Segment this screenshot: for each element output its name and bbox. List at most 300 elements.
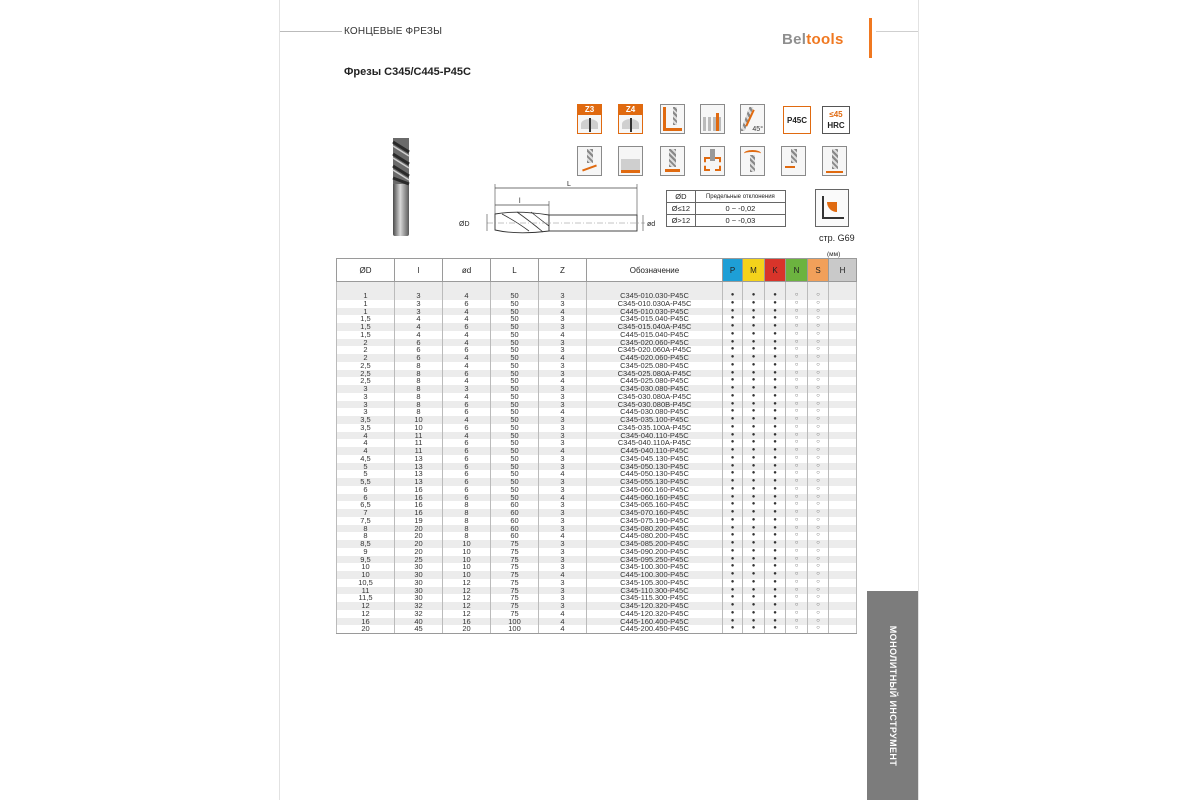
brand-logo <box>782 31 844 48</box>
table-cell: 4 <box>443 292 491 300</box>
material-p-cell: ● <box>723 393 743 401</box>
table-cell: 3 <box>539 517 587 525</box>
table-row <box>337 385 857 393</box>
table-cell: 50 <box>491 331 539 339</box>
material-s-cell: ○ <box>808 331 829 339</box>
material-k-cell: ● <box>765 447 786 455</box>
material-s-cell: ○ <box>808 594 829 602</box>
pocket-milling-icon <box>618 146 643 176</box>
table-cell: C345-100.300-P45C <box>587 563 723 571</box>
material-n-cell: ○ <box>786 393 808 401</box>
material-s-cell: ○ <box>808 439 829 447</box>
table-cell: 40 <box>395 618 443 626</box>
table-row <box>337 517 857 525</box>
table-cell: 10 <box>395 424 443 432</box>
material-s-cell: ○ <box>808 587 829 595</box>
material-s-cell: ○ <box>808 532 829 540</box>
table-cell: 3 <box>539 579 587 587</box>
material-p-cell: ● <box>723 563 743 571</box>
table-cell: 19 <box>395 517 443 525</box>
material-s-cell: ○ <box>808 416 829 424</box>
material-n-cell: ○ <box>786 579 808 587</box>
table-cell: 60 <box>491 509 539 517</box>
material-h-cell <box>829 292 857 300</box>
table-row <box>337 346 857 354</box>
material-n-cell: ○ <box>786 432 808 440</box>
material-m-cell: ● <box>743 594 765 602</box>
table-cell: 1 <box>337 292 395 300</box>
material-s-cell: ○ <box>808 563 829 571</box>
table-cell: 11 <box>395 439 443 447</box>
material-n-cell: ○ <box>786 587 808 595</box>
material-h-cell <box>829 509 857 517</box>
table-cell: C445-025.080-P45C <box>587 377 723 385</box>
material-m-cell: ● <box>743 432 765 440</box>
table-cell: C345-025.080A-P45C <box>587 370 723 378</box>
material-k-cell: ● <box>765 478 786 486</box>
table-header-row <box>337 259 857 282</box>
material-p-cell: ● <box>723 602 743 610</box>
material-m-cell: ● <box>743 323 765 331</box>
table-cell: 8 <box>395 385 443 393</box>
header-rule <box>280 31 342 32</box>
table-cell: 20 <box>443 625 491 633</box>
table-cell: 20 <box>395 548 443 556</box>
material-k-cell: ● <box>765 346 786 354</box>
material-k-cell: ● <box>765 548 786 556</box>
material-p-cell: ● <box>723 401 743 409</box>
side-section-label: МОНОЛИТНЫЙ ИНСТРУМЕНТ <box>887 625 898 766</box>
material-m-cell: ● <box>743 540 765 548</box>
material-p-cell: ● <box>723 439 743 447</box>
table-row <box>337 300 857 308</box>
material-k-cell: ● <box>765 563 786 571</box>
table-row <box>337 362 857 370</box>
material-n-cell: ○ <box>786 540 808 548</box>
table-cell: 75 <box>491 587 539 595</box>
material-h-cell <box>829 300 857 308</box>
material-p-cell: ● <box>723 354 743 362</box>
table-cell: 4 <box>443 308 491 316</box>
table-cell: 7,5 <box>337 517 395 525</box>
material-p-cell: ● <box>723 532 743 540</box>
material-m-cell: ● <box>743 408 765 416</box>
header-material-n: N <box>786 259 808 282</box>
material-k-cell: ● <box>765 455 786 463</box>
material-h-cell <box>829 377 857 385</box>
table-row <box>337 548 857 556</box>
table-cell: 5 <box>337 463 395 471</box>
tolerance-col2-header: Предельные отклонения <box>695 191 785 203</box>
table-cell: C345-015.040A-P45C <box>587 323 723 331</box>
table-cell: 10,5 <box>337 579 395 587</box>
material-k-cell: ● <box>765 424 786 432</box>
table-cell: 4 <box>539 625 587 633</box>
material-s-cell: ○ <box>808 463 829 471</box>
material-n-cell: ○ <box>786 331 808 339</box>
table-cell: 8 <box>395 370 443 378</box>
material-s-cell: ○ <box>808 610 829 618</box>
table-cell: 50 <box>491 315 539 323</box>
material-p-cell: ● <box>723 408 743 416</box>
table-cell: 4 <box>443 393 491 401</box>
material-n-cell: ○ <box>786 401 808 409</box>
table-cell: 60 <box>491 532 539 540</box>
table-row <box>337 532 857 540</box>
table-row <box>337 393 857 401</box>
table-cell: C345-070.160-P45C <box>587 509 723 517</box>
table-cell: 3 <box>539 463 587 471</box>
material-p-cell: ● <box>723 323 743 331</box>
table-cell: 75 <box>491 563 539 571</box>
table-cell: 60 <box>491 501 539 509</box>
table-cell: 13 <box>395 455 443 463</box>
material-n-cell: ○ <box>786 455 808 463</box>
material-p-cell: ● <box>723 377 743 385</box>
table-cell: 20 <box>395 540 443 548</box>
table-cell: C445-010.030-P45C <box>587 308 723 316</box>
material-n-cell: ○ <box>786 346 808 354</box>
table-cell: 50 <box>491 300 539 308</box>
table-cell: C345-030.080B-P45C <box>587 401 723 409</box>
table-cell: 50 <box>491 447 539 455</box>
plunge-milling-icon <box>781 146 806 176</box>
table-row <box>337 602 857 610</box>
material-m-cell: ● <box>743 455 765 463</box>
table-cell: C445-015.040-P45C <box>587 331 723 339</box>
material-p-cell: ● <box>723 339 743 347</box>
material-p-cell: ● <box>723 610 743 618</box>
header-flute-length: l <box>395 259 443 282</box>
table-cell: 6 <box>443 439 491 447</box>
table-cell: 1 <box>337 308 395 316</box>
table-cell: C445-120.320-P45C <box>587 610 723 618</box>
material-n-cell: ○ <box>786 548 808 556</box>
material-n-cell: ○ <box>786 339 808 347</box>
table-cell: 12 <box>337 610 395 618</box>
material-h-cell <box>829 625 857 633</box>
material-s-cell: ○ <box>808 432 829 440</box>
table-cell: 3 <box>337 408 395 416</box>
table-cell: C345-085.200-P45C <box>587 540 723 548</box>
table-cell: 30 <box>395 594 443 602</box>
table-row <box>337 439 857 447</box>
label-flute-length: l <box>519 198 521 205</box>
material-n-cell: ○ <box>786 323 808 331</box>
z3-flute-icon: Z3 <box>577 104 602 134</box>
material-k-cell: ● <box>765 509 786 517</box>
material-p-cell: ● <box>723 494 743 502</box>
endmill-photo <box>390 134 412 238</box>
table-cell: 6 <box>395 339 443 347</box>
logo-text-orange: tools <box>806 31 844 48</box>
material-n-cell: ○ <box>786 556 808 564</box>
table-cell: 3 <box>539 401 587 409</box>
material-p-cell: ● <box>723 579 743 587</box>
table-row <box>337 571 857 579</box>
table-cell: 4 <box>539 377 587 385</box>
table-cell: C345-055.130-P45C <box>587 478 723 486</box>
material-h-cell <box>829 532 857 540</box>
table-row <box>337 494 857 502</box>
table-cell: 3 <box>539 393 587 401</box>
hardness-badge: ≤45 HRC <box>822 106 850 134</box>
table-cell: 3 <box>395 292 443 300</box>
table-cell: 6 <box>443 401 491 409</box>
table-cell: 16 <box>395 509 443 517</box>
table-cell: 11 <box>395 432 443 440</box>
table-cell: 3 <box>539 525 587 533</box>
table-cell: 30 <box>395 587 443 595</box>
material-p-cell: ● <box>723 556 743 564</box>
table-cell: 4 <box>539 618 587 626</box>
table-cell: 3 <box>539 602 587 610</box>
material-k-cell: ● <box>765 377 786 385</box>
table-cell: 4 <box>337 432 395 440</box>
table-cell: 13 <box>395 470 443 478</box>
material-s-cell: ○ <box>808 455 829 463</box>
table-cell: C345-050.130-P45C <box>587 463 723 471</box>
table-cell: 3 <box>539 540 587 548</box>
table-cell: 50 <box>491 362 539 370</box>
table-cell: 32 <box>395 610 443 618</box>
material-h-cell <box>829 525 857 533</box>
table-cell: 6 <box>443 370 491 378</box>
table-cell: 6 <box>443 494 491 502</box>
table-cell: 5,5 <box>337 478 395 486</box>
table-cell: 50 <box>491 408 539 416</box>
table-cell: 50 <box>491 470 539 478</box>
table-cell: 10 <box>395 416 443 424</box>
material-h-cell <box>829 447 857 455</box>
table-cell: 1,5 <box>337 323 395 331</box>
label-overall-length: L <box>567 181 571 188</box>
table-cell: 30 <box>395 579 443 587</box>
catalog-page <box>279 0 919 800</box>
table-cell: C445-060.160-P45C <box>587 494 723 502</box>
table-cell: 50 <box>491 292 539 300</box>
material-m-cell: ● <box>743 339 765 347</box>
material-m-cell: ● <box>743 486 765 494</box>
material-h-cell <box>829 393 857 401</box>
table-cell: C445-200.450-P45C <box>587 625 723 633</box>
table-cell: 3 <box>395 300 443 308</box>
material-h-cell <box>829 463 857 471</box>
table-row <box>337 525 857 533</box>
material-p-cell: ● <box>723 478 743 486</box>
table-cell: C345-020.060-P45C <box>587 339 723 347</box>
table-cell: 75 <box>491 540 539 548</box>
material-p-cell: ● <box>723 292 743 300</box>
table-row <box>337 455 857 463</box>
material-p-cell: ● <box>723 331 743 339</box>
table-cell: 10 <box>337 571 395 579</box>
material-m-cell: ● <box>743 416 765 424</box>
material-s-cell: ○ <box>808 556 829 564</box>
table-cell: 4 <box>539 532 587 540</box>
side-milling-icon <box>660 104 685 134</box>
z4-flute-icon: Z4 <box>618 104 643 134</box>
material-n-cell: ○ <box>786 354 808 362</box>
table-cell: 45 <box>395 625 443 633</box>
material-h-cell <box>829 346 857 354</box>
table-cell: 50 <box>491 478 539 486</box>
table-body <box>337 282 857 634</box>
table-cell: 7 <box>337 509 395 517</box>
material-n-cell: ○ <box>786 408 808 416</box>
material-s-cell: ○ <box>808 618 829 626</box>
table-cell: 13 <box>395 478 443 486</box>
material-p-cell: ● <box>723 548 743 556</box>
product-table <box>336 258 856 634</box>
material-s-cell: ○ <box>808 470 829 478</box>
material-s-cell: ○ <box>808 354 829 362</box>
table-cell: 4 <box>539 494 587 502</box>
table-cell: 16 <box>395 501 443 509</box>
table-cell: 1,5 <box>337 315 395 323</box>
table-cell: 3 <box>539 339 587 347</box>
material-k-cell: ● <box>765 463 786 471</box>
table-row <box>337 509 857 517</box>
table-cell: 6,5 <box>337 501 395 509</box>
table-cell: 8 <box>395 408 443 416</box>
table-cell: 16 <box>337 618 395 626</box>
table-cell: C345-105.300-P45C <box>587 579 723 587</box>
table-row <box>337 625 857 633</box>
table-cell: 16 <box>443 618 491 626</box>
table-cell: 75 <box>491 571 539 579</box>
table-cell: 2,5 <box>337 362 395 370</box>
header-material-k: K <box>765 259 786 282</box>
material-s-cell: ○ <box>808 525 829 533</box>
material-m-cell: ● <box>743 424 765 432</box>
material-k-cell: ● <box>765 625 786 633</box>
material-s-cell: ○ <box>808 447 829 455</box>
material-k-cell: ● <box>765 587 786 595</box>
table-cell: 4 <box>539 571 587 579</box>
table-cell: 11 <box>337 587 395 595</box>
material-k-cell: ● <box>765 618 786 626</box>
material-h-cell <box>829 408 857 416</box>
table-cell: 3 <box>539 292 587 300</box>
table-cell: C445-100.300-P45C <box>587 571 723 579</box>
table-cell: C345-010.030A-P45C <box>587 300 723 308</box>
material-n-cell: ○ <box>786 439 808 447</box>
table-cell: C345-095.250-P45C <box>587 556 723 564</box>
table-cell: 50 <box>491 323 539 331</box>
material-m-cell: ● <box>743 501 765 509</box>
material-m-cell: ● <box>743 385 765 393</box>
material-k-cell: ● <box>765 532 786 540</box>
table-cell: 3 <box>539 556 587 564</box>
material-p-cell: ● <box>723 447 743 455</box>
table-cell: 75 <box>491 602 539 610</box>
table-row <box>337 424 857 432</box>
table-cell: 6 <box>443 470 491 478</box>
material-h-cell <box>829 594 857 602</box>
table-row <box>337 354 857 362</box>
material-k-cell: ● <box>765 610 786 618</box>
table-cell: 12 <box>443 610 491 618</box>
table-cell: 3 <box>539 548 587 556</box>
material-n-cell: ○ <box>786 315 808 323</box>
material-p-cell: ● <box>723 625 743 633</box>
material-h-cell <box>829 416 857 424</box>
material-k-cell: ● <box>765 300 786 308</box>
table-cell: C345-040.110A-P45C <box>587 439 723 447</box>
table-cell: 6 <box>337 486 395 494</box>
label-cutting-diameter: ØD <box>459 221 470 228</box>
material-m-cell: ● <box>743 447 765 455</box>
material-k-cell: ● <box>765 432 786 440</box>
table-cell: 6 <box>337 494 395 502</box>
material-m-cell: ● <box>743 517 765 525</box>
table-cell: 75 <box>491 548 539 556</box>
table-cell: C445-050.130-P45C <box>587 470 723 478</box>
material-m-cell: ● <box>743 587 765 595</box>
table-cell: 16 <box>395 494 443 502</box>
table-cell: C345-120.320-P45C <box>587 602 723 610</box>
table-cell: 10 <box>337 563 395 571</box>
table-cell: 4 <box>443 432 491 440</box>
material-k-cell: ● <box>765 308 786 316</box>
table-cell: 2 <box>337 339 395 347</box>
table-cell: 75 <box>491 579 539 587</box>
table-row <box>337 501 857 509</box>
table-cell: 4 <box>443 362 491 370</box>
table-row <box>337 323 857 331</box>
material-m-cell: ● <box>743 532 765 540</box>
tolerance-col1-header: ØD <box>667 191 696 203</box>
material-p-cell: ● <box>723 486 743 494</box>
material-m-cell: ● <box>743 346 765 354</box>
table-cell: 3 <box>337 393 395 401</box>
material-h-cell <box>829 331 857 339</box>
material-m-cell: ● <box>743 556 765 564</box>
material-k-cell: ● <box>765 354 786 362</box>
material-m-cell: ● <box>743 470 765 478</box>
table-cell: 6 <box>443 323 491 331</box>
table-cell: 16 <box>395 486 443 494</box>
table-row <box>337 478 857 486</box>
material-h-cell <box>829 478 857 486</box>
material-n-cell: ○ <box>786 486 808 494</box>
material-h-cell <box>829 401 857 409</box>
material-m-cell: ● <box>743 618 765 626</box>
material-n-cell: ○ <box>786 447 808 455</box>
material-n-cell: ○ <box>786 571 808 579</box>
material-s-cell: ○ <box>808 315 829 323</box>
table-cell: 3 <box>539 594 587 602</box>
table-cell: 4 <box>443 377 491 385</box>
table-cell: 6 <box>443 346 491 354</box>
material-h-cell <box>829 563 857 571</box>
table-cell: 3 <box>539 315 587 323</box>
table-cell: 75 <box>491 610 539 618</box>
table-cell: 75 <box>491 556 539 564</box>
material-m-cell: ● <box>743 315 765 323</box>
table-cell: C345-030.080-P45C <box>587 385 723 393</box>
material-h-cell <box>829 432 857 440</box>
table-cell: 50 <box>491 432 539 440</box>
material-n-cell: ○ <box>786 463 808 471</box>
material-m-cell: ● <box>743 579 765 587</box>
material-p-cell: ● <box>723 362 743 370</box>
table-cell: 6 <box>443 408 491 416</box>
table-cell: 4 <box>443 331 491 339</box>
material-h-cell <box>829 455 857 463</box>
material-h-cell <box>829 517 857 525</box>
